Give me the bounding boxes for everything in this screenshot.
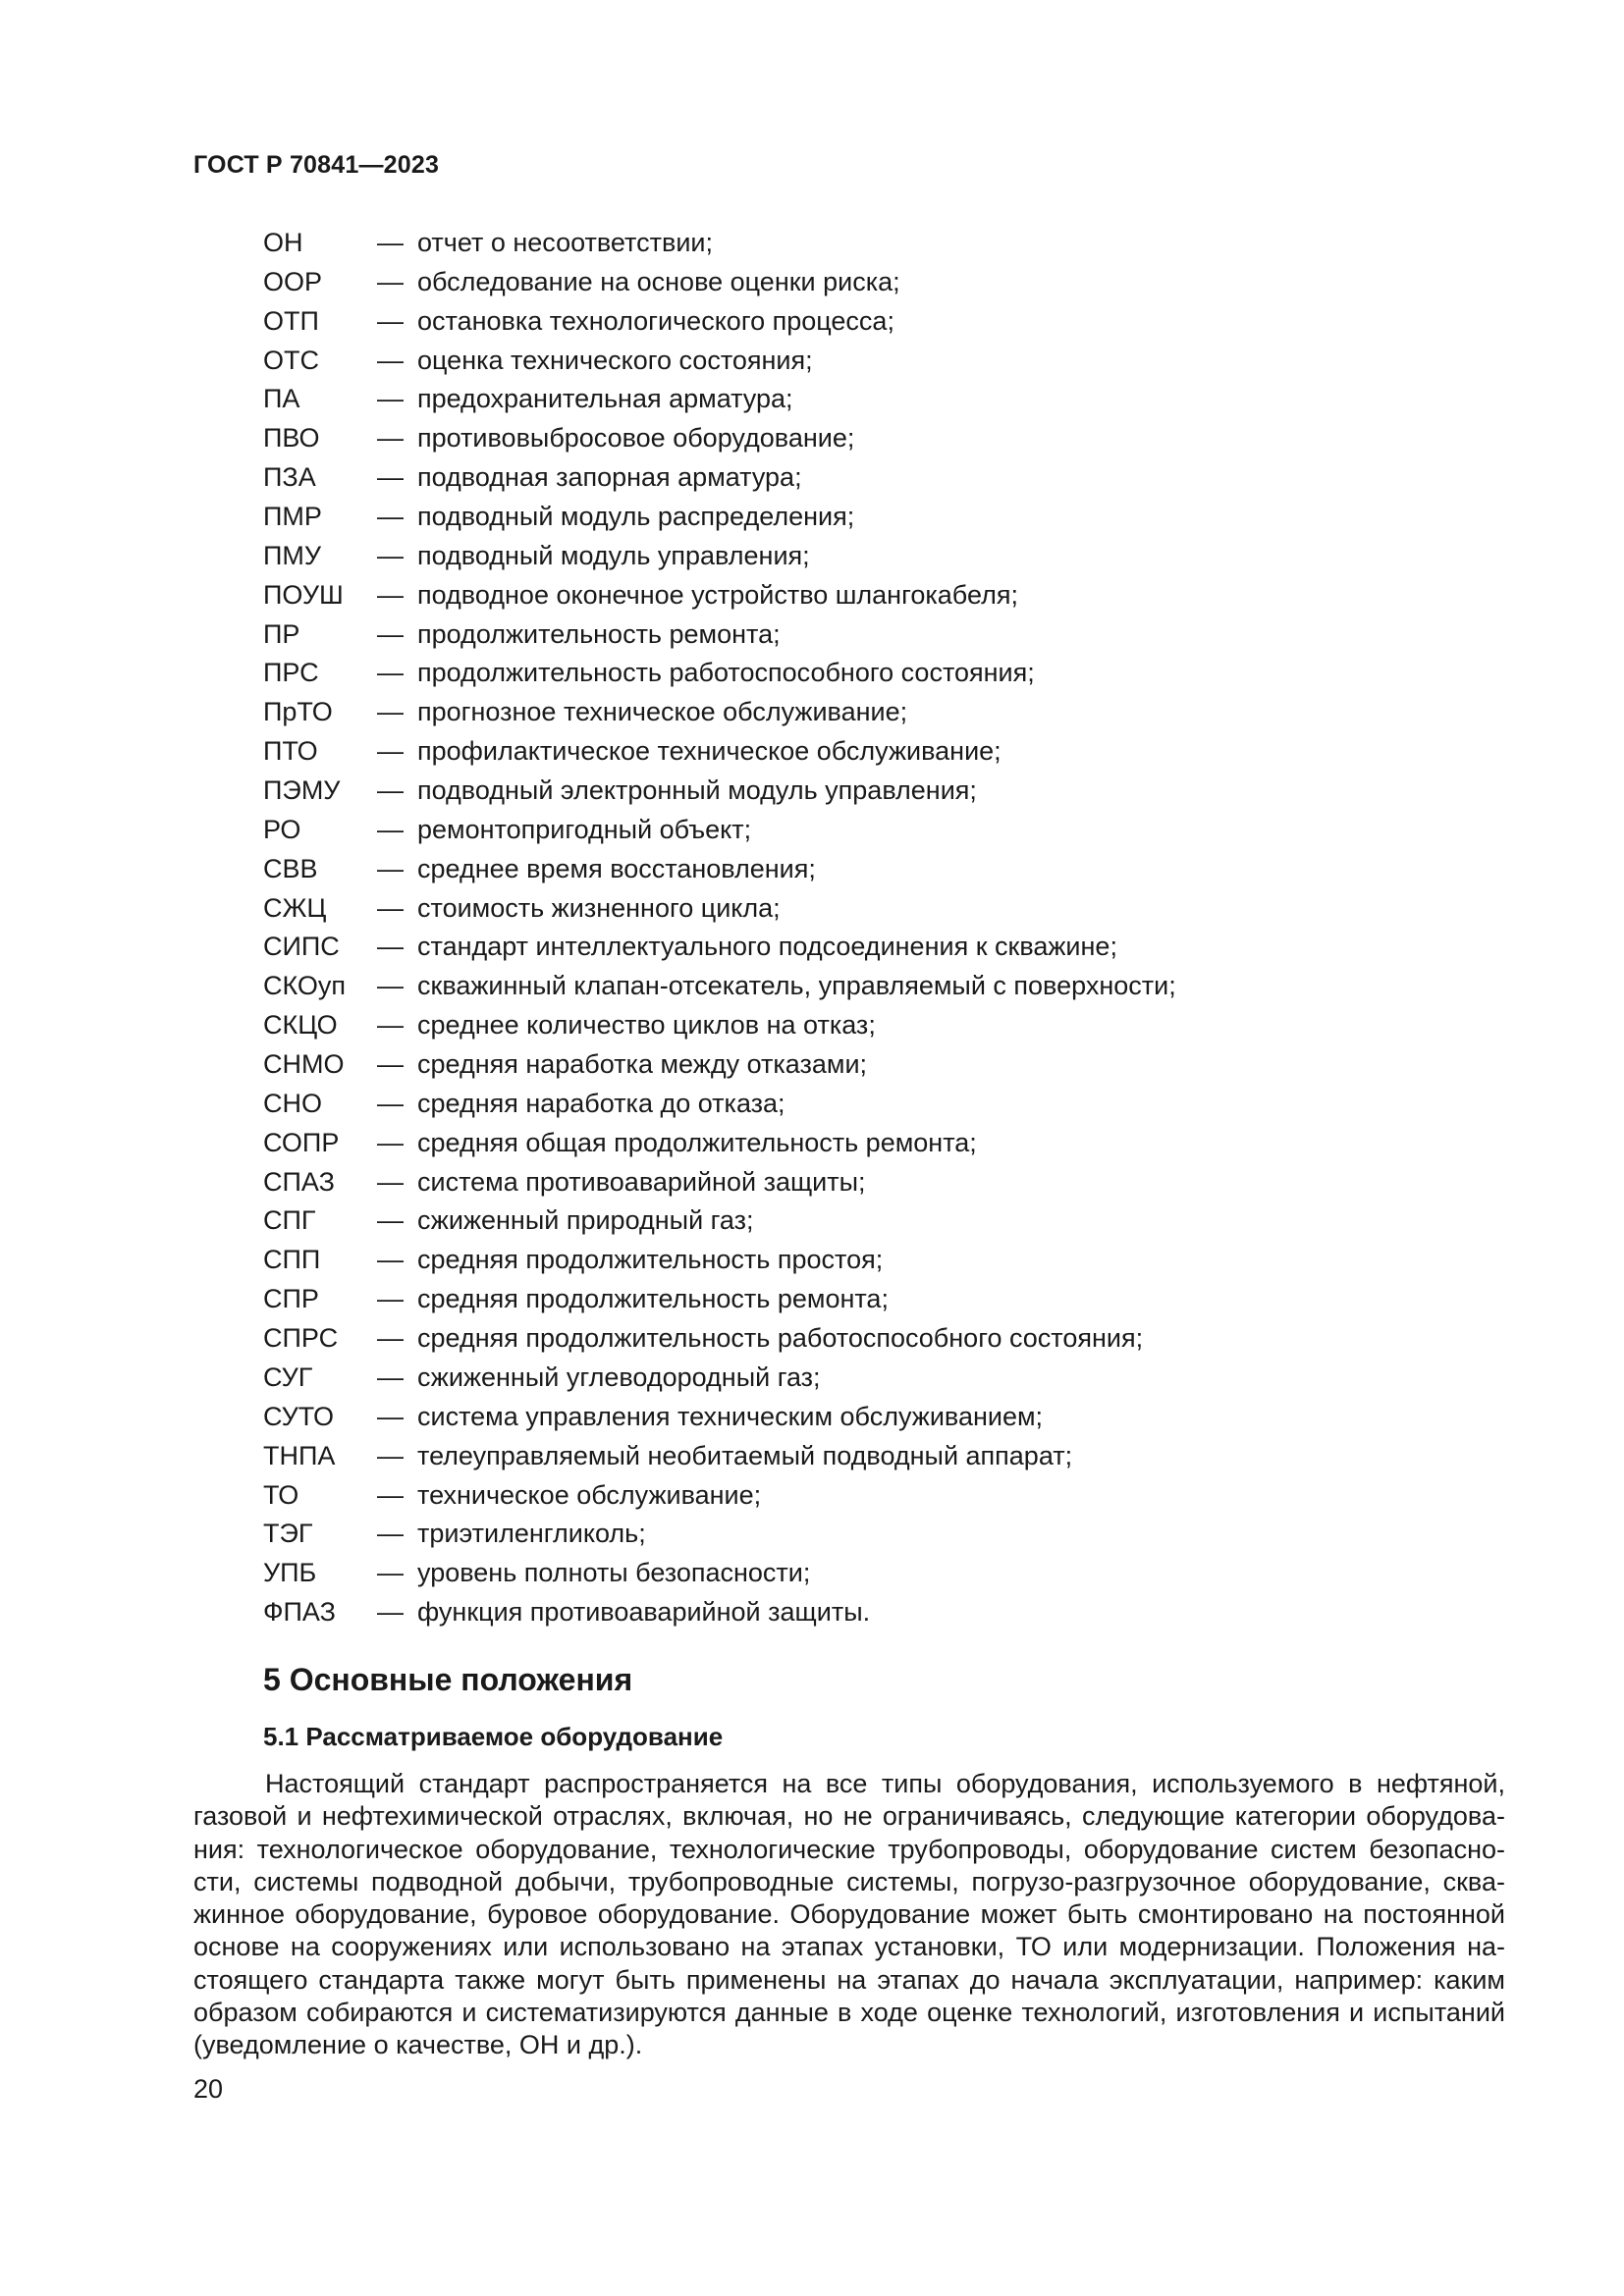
abbreviation-item (263, 732, 1176, 772)
abbreviation-definition: уровень полноты безопасности; (417, 1558, 811, 1588)
abbreviation-term: СПП (263, 1245, 321, 1275)
abbreviation-term: ТНПА (263, 1440, 336, 1470)
dash-separator: — (377, 228, 404, 257)
abbreviation-definition: сжиженный природный газ; (417, 1205, 754, 1236)
abbreviation-definition: стандарт интеллектуального подсоединения к скважине; (417, 932, 1117, 962)
abbreviation-definition: функция противоаварийной защиты. (417, 1597, 871, 1628)
dash-separator: — (377, 736, 404, 767)
abbreviation-definition: отчет о несоответствии; (417, 228, 713, 257)
abbreviation-item (263, 772, 1176, 811)
abbreviation-definition: система управления техническим обслуживанием; (417, 1401, 1044, 1431)
abbreviation-definition: подводное оконечное устройство шлангокабеля; (417, 579, 1018, 610)
document-code-header: ГОСТ Р 70841—2023 (193, 151, 440, 179)
dash-separator: — (377, 423, 404, 454)
abbreviation-item (263, 342, 1176, 381)
abbreviation-term: ПМУ (263, 540, 322, 570)
abbreviation-item (263, 1554, 1176, 1593)
abbreviation-item (263, 263, 1176, 302)
dash-separator: — (377, 1362, 404, 1392)
abbreviation-definition: средняя продолжительность работоспособного состояния; (417, 1323, 1144, 1354)
abbreviation-definition: среднее время восстановления; (417, 853, 816, 883)
abbreviation-term: СВВ (263, 853, 318, 883)
dash-separator: — (377, 305, 404, 336)
abbreviation-item (263, 1515, 1176, 1554)
abbreviation-term: ТЭГ (263, 1519, 313, 1549)
abbreviation-term: ПМР (263, 502, 322, 532)
abbreviation-item (263, 498, 1176, 537)
abbreviation-definition: ремонтопригодный объект; (417, 814, 752, 844)
dash-separator: — (377, 853, 404, 883)
dash-separator: — (377, 1127, 404, 1157)
dash-separator: — (377, 932, 404, 962)
dash-separator: — (377, 266, 404, 296)
dash-separator: — (377, 814, 404, 844)
abbreviation-term: РО (263, 814, 301, 844)
abbreviation-item (263, 615, 1176, 655)
abbreviation-item (263, 1359, 1176, 1398)
abbreviation-term: ПТО (263, 736, 318, 767)
abbreviation-item (263, 1241, 1176, 1280)
dash-separator: — (377, 1245, 404, 1275)
dash-separator: — (377, 1479, 404, 1510)
dash-separator: — (377, 697, 404, 727)
dash-separator: — (377, 462, 404, 493)
body-paragraph: Настоящий стандарт распространяется на все типы оборудования, используемого в нефтяной, газовой и нефтехимической отраслях, включая, но не ограничиваясь, следующие категории оборудования: технологическое оборудование, технологические трубопроводы, оборудование систем безопасности, системы подводной добычи, трубопроводные системы, погрузо-разгрузочное оборудование, скважинное оборудование, буровое оборудование. Оборудование может быть смонтировано на постоянной основе на сооружениях или использовано на этапах установки, ТО или модернизации. Положения настоящего стандарта также могут быть применены на этапах до начала эксплуатации, например: каким образом собираются и систематизируются данные в ходе оценке технологий, изготовления и испытаний (уведомление о качестве, ОН и др.). (193, 1769, 1505, 2060)
abbreviation-definition: среднее количество циклов на отказ; (417, 1010, 876, 1041)
abbreviation-item (263, 1045, 1176, 1085)
abbreviation-definition: средняя общая продолжительность ремонта; (417, 1127, 977, 1157)
abbreviation-term: СУГ (263, 1362, 313, 1392)
abbreviation-item (263, 889, 1176, 929)
dash-separator: — (377, 502, 404, 532)
abbreviation-term: ОН (263, 228, 303, 257)
dash-separator: — (377, 1205, 404, 1236)
abbreviation-item (263, 1593, 1176, 1632)
abbreviation-definition: подводный электронный модуль управления; (417, 775, 977, 806)
abbreviation-item (263, 693, 1176, 732)
dash-separator: — (377, 384, 404, 414)
dash-separator: — (377, 1049, 404, 1080)
abbreviation-definition: средняя наработка между отказами; (417, 1049, 868, 1080)
abbreviation-term: СКОуп (263, 971, 347, 1001)
dash-separator: — (377, 1440, 404, 1470)
abbreviation-list (263, 224, 1176, 1632)
abbreviation-term: СПГ (263, 1205, 316, 1236)
abbreviation-definition: оценка технического состояния; (417, 345, 813, 375)
abbreviation-definition: техническое обслуживание; (417, 1479, 762, 1510)
abbreviation-item (263, 1201, 1176, 1241)
dash-separator: — (377, 1323, 404, 1354)
abbreviation-definition: остановка технологического процесса; (417, 305, 894, 336)
abbreviation-item (263, 576, 1176, 615)
abbreviation-item (263, 1476, 1176, 1516)
abbreviation-item (263, 1124, 1176, 1163)
abbreviation-item (263, 1006, 1176, 1045)
abbreviation-definition: сжиженный углеводородный газ; (417, 1362, 821, 1392)
abbreviation-definition: профилактическое техническое обслуживание; (417, 736, 1001, 767)
abbreviation-term: ОТП (263, 305, 319, 336)
dash-separator: — (377, 618, 404, 649)
abbreviation-term: УПБ (263, 1558, 317, 1588)
abbreviation-term: СПАЗ (263, 1166, 335, 1197)
abbreviation-item (263, 1085, 1176, 1124)
abbreviation-term: СУТО (263, 1401, 335, 1431)
abbreviation-term: СПРС (263, 1323, 339, 1354)
dash-separator: — (377, 892, 404, 923)
abbreviation-definition: средняя наработка до отказа; (417, 1088, 785, 1118)
abbreviation-term: СОПР (263, 1127, 340, 1157)
abbreviation-item (263, 928, 1176, 967)
abbreviation-definition: триэтиленгликоль; (417, 1519, 646, 1549)
abbreviation-item (263, 811, 1176, 850)
abbreviation-definition: продолжительность работоспособного состояния; (417, 658, 1035, 688)
abbreviation-definition: скважинный клапан-отсекатель, управляемый с поверхности; (417, 971, 1176, 1001)
abbreviation-term: СПР (263, 1284, 319, 1314)
abbreviation-term: ПВО (263, 423, 320, 454)
abbreviation-definition: продолжительность ремонта; (417, 618, 781, 649)
abbreviation-definition: предохранительная арматура; (417, 384, 793, 414)
abbreviation-definition: подводный модуль распределения; (417, 502, 855, 532)
dash-separator: — (377, 579, 404, 610)
abbreviation-term: ПОУШ (263, 579, 344, 610)
abbreviation-definition: стоимость жизненного цикла; (417, 892, 781, 923)
abbreviation-item (263, 458, 1176, 498)
dash-separator: — (377, 1401, 404, 1431)
abbreviation-term: СКЦО (263, 1010, 338, 1041)
abbreviation-item (263, 1437, 1176, 1476)
abbreviation-term: ПЗА (263, 462, 316, 493)
abbreviation-term: ПЭМУ (263, 775, 341, 806)
abbreviation-item (263, 380, 1176, 419)
abbreviation-item (263, 1398, 1176, 1437)
dash-separator: — (377, 540, 404, 570)
abbreviation-term: ПА (263, 384, 300, 414)
abbreviation-term: СНМО (263, 1049, 345, 1080)
abbreviation-definition: подводный модуль управления; (417, 540, 810, 570)
dash-separator: — (377, 1166, 404, 1197)
subsection-heading: 5.1 Рассматриваемое оборудование (263, 1722, 724, 1751)
abbreviation-term: ПрТО (263, 697, 333, 727)
abbreviation-term: ТО (263, 1479, 299, 1510)
abbreviation-term: СЖЦ (263, 892, 327, 923)
abbreviation-item (263, 654, 1176, 693)
abbreviation-term: ООР (263, 266, 323, 296)
dash-separator: — (377, 1284, 404, 1314)
abbreviation-term: ПР (263, 618, 300, 649)
abbreviation-item (263, 537, 1176, 576)
page-number: 20 (193, 2074, 224, 2104)
abbreviation-term: СИПС (263, 932, 340, 962)
abbreviation-term: ФПАЗ (263, 1597, 336, 1628)
abbreviation-item (263, 1319, 1176, 1359)
abbreviation-item (263, 1163, 1176, 1202)
abbreviation-definition: подводная запорная арматура; (417, 462, 802, 493)
section-heading: 5 Основные положения (263, 1662, 633, 1697)
abbreviation-definition: средняя продолжительность ремонта; (417, 1284, 889, 1314)
abbreviation-term: ПРС (263, 658, 319, 688)
abbreviation-definition: противовыбросовое оборудование; (417, 423, 855, 454)
dash-separator: — (377, 775, 404, 806)
abbreviation-definition: средняя продолжительность простоя; (417, 1245, 884, 1275)
dash-separator: — (377, 1597, 404, 1628)
abbreviation-term: ОТС (263, 345, 319, 375)
abbreviation-item (263, 419, 1176, 458)
abbreviation-item (263, 1280, 1176, 1319)
abbreviation-definition: система противоаварийной защиты; (417, 1166, 866, 1197)
abbreviation-definition: обследование на основе оценки риска; (417, 266, 900, 296)
dash-separator: — (377, 658, 404, 688)
abbreviation-definition: телеуправляемый необитаемый подводный аппарат; (417, 1440, 1073, 1470)
abbreviation-item (263, 967, 1176, 1006)
dash-separator: — (377, 1010, 404, 1041)
dash-separator: — (377, 1519, 404, 1549)
abbreviation-item (263, 302, 1176, 342)
dash-separator: — (377, 345, 404, 375)
abbreviation-definition: прогнозное техническое обслуживание; (417, 697, 908, 727)
abbreviation-term: СНО (263, 1088, 322, 1118)
dash-separator: — (377, 1558, 404, 1588)
abbreviation-item (263, 224, 1176, 263)
dash-separator: — (377, 971, 404, 1001)
abbreviation-item (263, 850, 1176, 889)
dash-separator: — (377, 1088, 404, 1118)
